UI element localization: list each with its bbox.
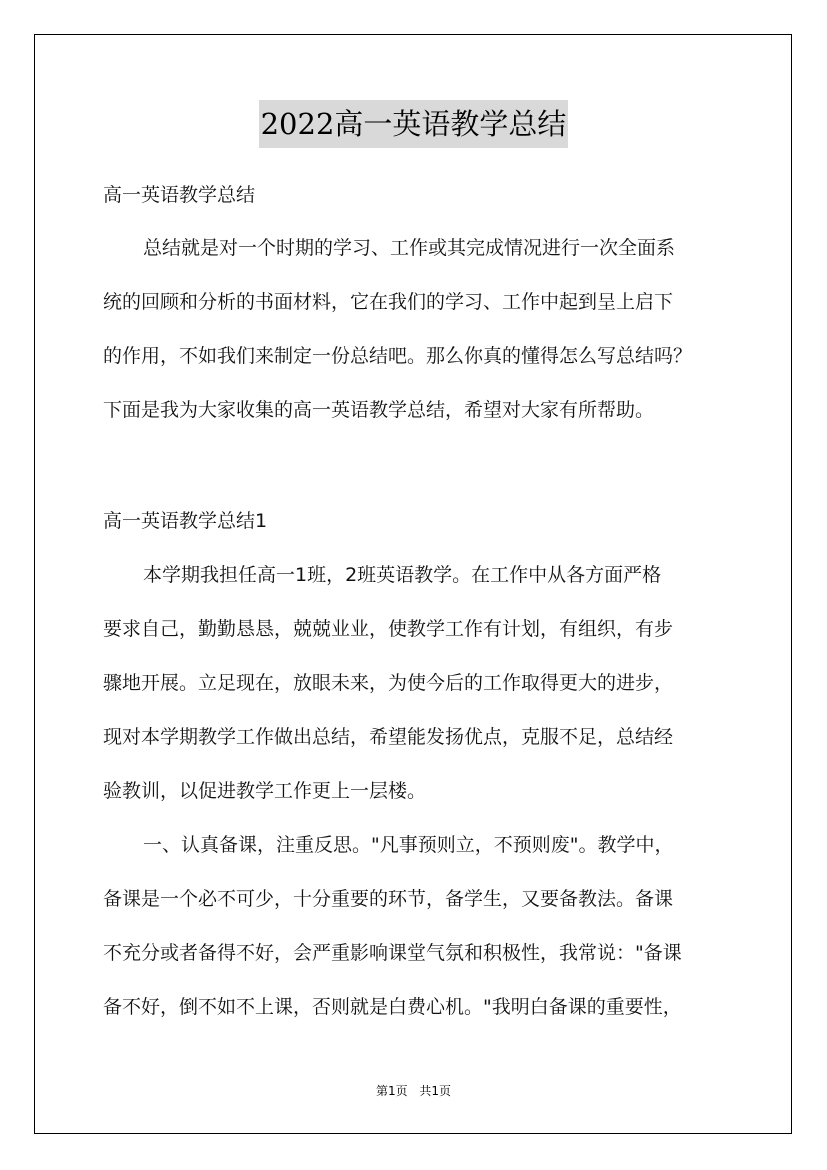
page-footer	[0, 1082, 827, 1099]
paragraph-line: 验教训，以促进教学工作更上一层楼。	[103, 780, 427, 802]
document-subtitle: 高一英语教学总结	[103, 184, 256, 206]
section-heading: 高一英语教学总结1	[103, 510, 268, 532]
paragraph-line: 的作用，不如我们来制定一份总结吧。那么你真的懂得怎么写总结吗？	[103, 345, 693, 367]
paragraph-line: 现对本学期教学工作做出总结，希望能发扬优点，克服不足，总结经	[103, 726, 674, 748]
paragraph-line: 骤地开展。立足现在，放眼未来，为使今后的工作取得更大的进步，	[103, 672, 674, 694]
paragraph-line: 统的回顾和分析的书面材料，它在我们的学习、工作中起到呈上启下	[103, 291, 674, 313]
page-total: 共1页	[419, 1084, 452, 1098]
paragraph-line: 不充分或者备得不好，会严重影响课堂气氛和积极性，我常说："备课	[103, 942, 682, 964]
paragraph-line: 一、认真备课，注重反思。"凡事预则立，不预则废"。教学中，	[143, 834, 674, 856]
paragraph-line: 备不好，倒不如不上课，否则就是白费心机。"我明白备课的重要性，	[103, 996, 682, 1018]
paragraph-line: 要求自己，勤勤恳恳，兢兢业业，使教学工作有计划，有组织，有步	[103, 618, 674, 640]
page-number: 第1页	[375, 1084, 408, 1098]
document-title: 2022高一英语教学总结	[259, 100, 569, 148]
paragraph-line: 总结就是对一个时期的学习、工作或其完成情况进行一次全面系	[143, 237, 676, 259]
title-container	[0, 100, 827, 148]
paragraph-line: 下面是我为大家收集的高一英语教学总结，希望对大家有所帮助。	[103, 399, 655, 421]
paragraph-line: 备课是一个必不可少，十分重要的环节，备学生，又要备教法。备课	[103, 888, 674, 910]
paragraph-line: 本学期我担任高一1班，2班英语教学。在工作中从各方面严格	[143, 564, 662, 586]
